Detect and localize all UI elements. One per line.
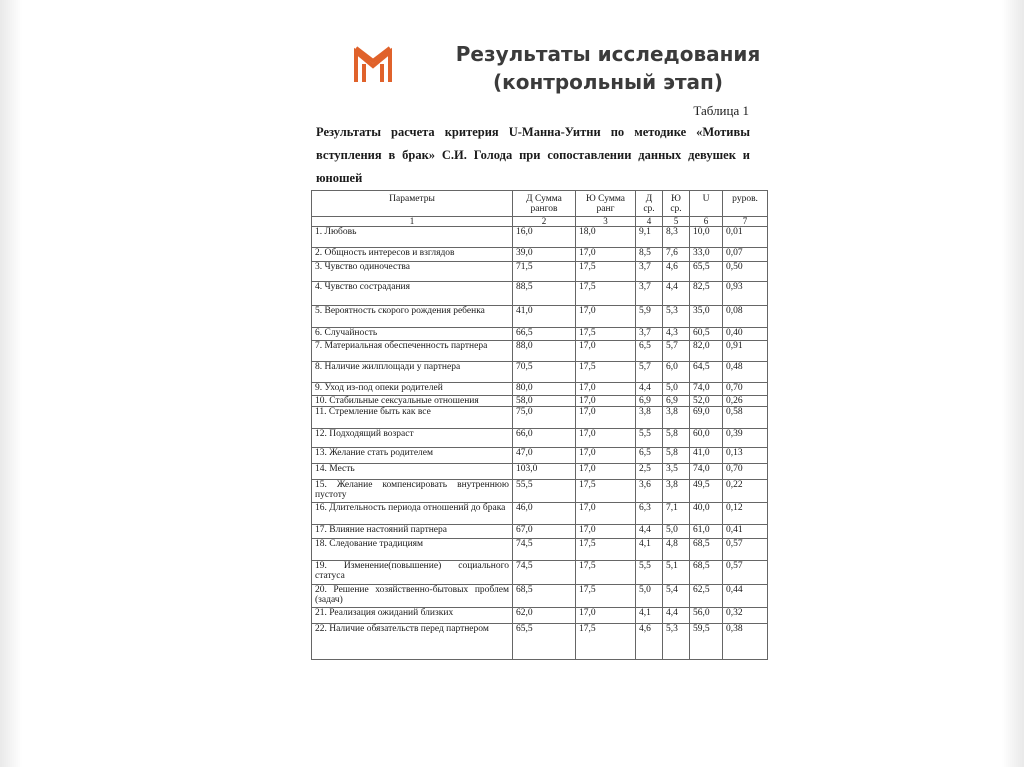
parameter-cell: 17. Влияние настояний партнера xyxy=(312,525,513,539)
value-cell: 74,5 xyxy=(513,561,576,585)
value-cell: 5,0 xyxy=(663,525,690,539)
parameter-cell: 21. Реализация ожиданий близких xyxy=(312,608,513,624)
parameter-cell: 22. Наличие обязательств перед партнером xyxy=(312,624,513,660)
column-number: 2 xyxy=(513,217,576,227)
parameter-cell: 6. Случайность xyxy=(312,328,513,341)
value-cell: 74,0 xyxy=(690,383,723,396)
table-row xyxy=(312,362,768,383)
table-row xyxy=(312,341,768,362)
value-cell: 62,5 xyxy=(690,585,723,608)
table-row xyxy=(312,624,768,660)
column-number: 3 xyxy=(576,217,636,227)
value-cell: 0,07 xyxy=(723,248,768,262)
value-cell: 103,0 xyxy=(513,464,576,480)
value-cell: 64,5 xyxy=(690,362,723,383)
value-cell: 5,5 xyxy=(636,429,663,448)
value-cell: 17,0 xyxy=(576,503,636,525)
value-cell: 55,5 xyxy=(513,480,576,503)
value-cell: 5,8 xyxy=(663,429,690,448)
value-cell: 88,5 xyxy=(513,282,576,306)
value-cell: 6,5 xyxy=(636,341,663,362)
value-cell: 82,0 xyxy=(690,341,723,362)
value-cell: 67,0 xyxy=(513,525,576,539)
parameter-cell: 20. Решение хозяйственно-бытовых проблем (задач) xyxy=(312,585,513,608)
column-header: U xyxy=(690,191,723,217)
value-cell: 17,5 xyxy=(576,362,636,383)
value-cell: 49,5 xyxy=(690,480,723,503)
value-cell: 52,0 xyxy=(690,396,723,407)
slide-title-line2: (контрольный этап) xyxy=(493,70,723,94)
table-row xyxy=(312,585,768,608)
column-header: Ю Сумма ранг xyxy=(576,191,636,217)
value-cell: 17,0 xyxy=(576,448,636,464)
value-cell: 41,0 xyxy=(513,306,576,328)
table-row xyxy=(312,525,768,539)
parameter-cell: 10. Стабильные сексуальные отношения xyxy=(312,396,513,407)
value-cell: 17,0 xyxy=(576,429,636,448)
parameter-cell: 5. Вероятность скорого рождения ребенка xyxy=(312,306,513,328)
value-cell: 5,3 xyxy=(663,306,690,328)
value-cell: 47,0 xyxy=(513,448,576,464)
parameter-cell: 16. Длительность периода отношений до брака xyxy=(312,503,513,525)
value-cell: 5,4 xyxy=(663,585,690,608)
value-cell: 4,4 xyxy=(663,608,690,624)
value-cell: 0,22 xyxy=(723,480,768,503)
value-cell: 5,9 xyxy=(636,306,663,328)
value-cell: 7,6 xyxy=(663,248,690,262)
value-cell: 17,0 xyxy=(576,306,636,328)
value-cell: 0,48 xyxy=(723,362,768,383)
table-row xyxy=(312,383,768,396)
value-cell: 0,44 xyxy=(723,585,768,608)
value-cell: 71,5 xyxy=(513,262,576,282)
table-row xyxy=(312,227,768,248)
value-cell: 3,5 xyxy=(663,464,690,480)
value-cell: 5,7 xyxy=(663,341,690,362)
value-cell: 4,6 xyxy=(663,262,690,282)
value-cell: 0,41 xyxy=(723,525,768,539)
parameter-cell: 9. Уход из-под опеки родителей xyxy=(312,383,513,396)
value-cell: 5,0 xyxy=(663,383,690,396)
value-cell: 5,5 xyxy=(636,561,663,585)
table-row xyxy=(312,503,768,525)
value-cell: 17,0 xyxy=(576,608,636,624)
value-cell: 56,0 xyxy=(690,608,723,624)
value-cell: 82,5 xyxy=(690,282,723,306)
value-cell: 0,91 xyxy=(723,341,768,362)
value-cell: 17,0 xyxy=(576,464,636,480)
value-cell: 74,0 xyxy=(690,464,723,480)
column-number: 4 xyxy=(636,217,663,227)
parameter-cell: 12. Подходящий возраст xyxy=(312,429,513,448)
table-row xyxy=(312,464,768,480)
value-cell: 6,9 xyxy=(663,396,690,407)
value-cell: 0,26 xyxy=(723,396,768,407)
parameter-cell: 2. Общность интересов и взглядов xyxy=(312,248,513,262)
left-page-shadow xyxy=(0,0,22,767)
value-cell: 17,5 xyxy=(576,539,636,561)
value-cell: 0,57 xyxy=(723,539,768,561)
value-cell: 6,9 xyxy=(636,396,663,407)
table-number: Таблица 1 xyxy=(693,103,749,118)
value-cell: 9,1 xyxy=(636,227,663,248)
value-cell: 74,5 xyxy=(513,539,576,561)
value-cell: 65,5 xyxy=(690,262,723,282)
parameter-cell: 3. Чувство одиночества xyxy=(312,262,513,282)
value-cell: 2,5 xyxy=(636,464,663,480)
value-cell: 60,5 xyxy=(690,328,723,341)
value-cell: 4,4 xyxy=(663,282,690,306)
parameter-cell: 19. Изменение(повышение) социального статуса xyxy=(312,561,513,585)
value-cell: 0,58 xyxy=(723,407,768,429)
table-header-row xyxy=(312,191,768,217)
table-row xyxy=(312,396,768,407)
table-row xyxy=(312,306,768,328)
table-row xyxy=(312,539,768,561)
value-cell: 70,5 xyxy=(513,362,576,383)
value-cell: 5,7 xyxy=(636,362,663,383)
table-row xyxy=(312,561,768,585)
value-cell: 17,5 xyxy=(576,262,636,282)
value-cell: 17,0 xyxy=(576,248,636,262)
value-cell: 3,8 xyxy=(663,480,690,503)
value-cell: 17,0 xyxy=(576,525,636,539)
parameter-cell: 1. Любовь xyxy=(312,227,513,248)
value-cell: 0,38 xyxy=(723,624,768,660)
value-cell: 40,0 xyxy=(690,503,723,525)
value-cell: 3,7 xyxy=(636,282,663,306)
parameter-cell: 11. Стремление быть как все xyxy=(312,407,513,429)
value-cell: 0,13 xyxy=(723,448,768,464)
value-cell: 33,0 xyxy=(690,248,723,262)
slide-title xyxy=(418,40,798,96)
value-cell: 17,0 xyxy=(576,407,636,429)
value-cell: 0,70 xyxy=(723,464,768,480)
value-cell: 6,5 xyxy=(636,448,663,464)
value-cell: 58,0 xyxy=(513,396,576,407)
table-row xyxy=(312,407,768,429)
value-cell: 68,5 xyxy=(690,539,723,561)
value-cell: 80,0 xyxy=(513,383,576,396)
column-header: Ю ср. xyxy=(663,191,690,217)
value-cell: 59,5 xyxy=(690,624,723,660)
value-cell: 8,3 xyxy=(663,227,690,248)
value-cell: 7,1 xyxy=(663,503,690,525)
right-page-shadow xyxy=(1002,0,1024,767)
value-cell: 0,50 xyxy=(723,262,768,282)
table-row xyxy=(312,448,768,464)
value-cell: 17,0 xyxy=(576,383,636,396)
value-cell: 17,5 xyxy=(576,480,636,503)
value-cell: 69,0 xyxy=(690,407,723,429)
table-caption: Результаты расчета критерия U-Манна-Уитни по методике «Мотивы вступления в брак» С.И. Голода при сопоставлении данных девушек и юношей xyxy=(316,125,750,185)
table-row xyxy=(312,262,768,282)
table-row xyxy=(312,429,768,448)
value-cell: 5,3 xyxy=(663,624,690,660)
value-cell: 4,4 xyxy=(636,383,663,396)
table-row xyxy=(312,282,768,306)
value-cell: 3,7 xyxy=(636,262,663,282)
value-cell: 4,4 xyxy=(636,525,663,539)
value-cell: 61,0 xyxy=(690,525,723,539)
value-cell: 65,5 xyxy=(513,624,576,660)
value-cell: 5,8 xyxy=(663,448,690,464)
column-header: pуров. xyxy=(723,191,768,217)
value-cell: 17,5 xyxy=(576,561,636,585)
parameter-cell: 13. Желание стать родителем xyxy=(312,448,513,464)
value-cell: 75,0 xyxy=(513,407,576,429)
value-cell: 66,5 xyxy=(513,328,576,341)
value-cell: 17,0 xyxy=(576,396,636,407)
parameter-cell: 4. Чувство сострадания xyxy=(312,282,513,306)
parameter-cell: 7. Материальная обеспеченность партнера xyxy=(312,341,513,362)
value-cell: 5,1 xyxy=(663,561,690,585)
value-cell: 0,70 xyxy=(723,383,768,396)
value-cell: 3,6 xyxy=(636,480,663,503)
value-cell: 6,3 xyxy=(636,503,663,525)
value-cell: 5,0 xyxy=(636,585,663,608)
table-row xyxy=(312,608,768,624)
value-cell: 4,8 xyxy=(663,539,690,561)
parameter-cell: 18. Следование традициям xyxy=(312,539,513,561)
value-cell: 0,12 xyxy=(723,503,768,525)
value-cell: 0,08 xyxy=(723,306,768,328)
value-cell: 46,0 xyxy=(513,503,576,525)
parameter-cell: 15. Желание компенсировать внутреннюю пустоту xyxy=(312,480,513,503)
value-cell: 17,5 xyxy=(576,282,636,306)
value-cell: 41,0 xyxy=(690,448,723,464)
value-cell: 16,0 xyxy=(513,227,576,248)
value-cell: 0,39 xyxy=(723,429,768,448)
value-cell: 4,6 xyxy=(636,624,663,660)
value-cell: 3,8 xyxy=(636,407,663,429)
value-cell: 8,5 xyxy=(636,248,663,262)
value-cell: 66,0 xyxy=(513,429,576,448)
value-cell: 39,0 xyxy=(513,248,576,262)
value-cell: 4,1 xyxy=(636,608,663,624)
parameter-cell: 8. Наличие жилплощади у партнера xyxy=(312,362,513,383)
column-number: 7 xyxy=(723,217,768,227)
table-row xyxy=(312,248,768,262)
value-cell: 60,0 xyxy=(690,429,723,448)
m-logo-icon xyxy=(352,44,394,84)
value-cell: 0,32 xyxy=(723,608,768,624)
column-header: Д Сумма рангов xyxy=(513,191,576,217)
results-table xyxy=(311,190,768,660)
column-number: 6 xyxy=(690,217,723,227)
value-cell: 3,8 xyxy=(663,407,690,429)
column-number: 5 xyxy=(663,217,690,227)
table-row xyxy=(312,328,768,341)
column-header: Д ср. xyxy=(636,191,663,217)
table-body xyxy=(312,227,768,660)
parameter-cell: 14. Месть xyxy=(312,464,513,480)
column-header: Параметры xyxy=(312,191,513,217)
value-cell: 4,1 xyxy=(636,539,663,561)
table-row xyxy=(312,480,768,503)
value-cell: 0,40 xyxy=(723,328,768,341)
value-cell: 35,0 xyxy=(690,306,723,328)
value-cell: 0,93 xyxy=(723,282,768,306)
value-cell: 17,5 xyxy=(576,585,636,608)
value-cell: 10,0 xyxy=(690,227,723,248)
value-cell: 6,0 xyxy=(663,362,690,383)
value-cell: 17,0 xyxy=(576,341,636,362)
value-cell: 3,7 xyxy=(636,328,663,341)
value-cell: 18,0 xyxy=(576,227,636,248)
value-cell: 0,01 xyxy=(723,227,768,248)
value-cell: 62,0 xyxy=(513,608,576,624)
value-cell: 17,5 xyxy=(576,624,636,660)
value-cell: 68,5 xyxy=(513,585,576,608)
column-number: 1 xyxy=(312,217,513,227)
value-cell: 4,3 xyxy=(663,328,690,341)
slide-title-line1: Результаты исследования xyxy=(455,42,761,66)
value-cell: 68,5 xyxy=(690,561,723,585)
column-number-row xyxy=(312,217,768,227)
value-cell: 17,5 xyxy=(576,328,636,341)
value-cell: 88,0 xyxy=(513,341,576,362)
value-cell: 0,57 xyxy=(723,561,768,585)
